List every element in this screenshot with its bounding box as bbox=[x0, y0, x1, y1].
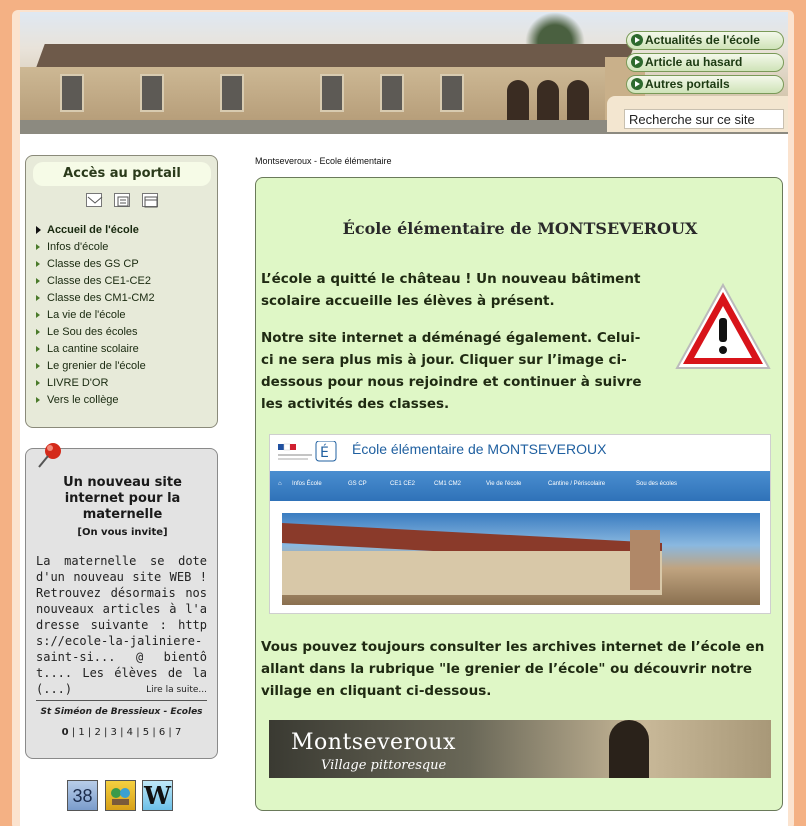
menu-item-infos[interactable]: Infos d'école bbox=[34, 239, 155, 256]
new-site-nav-item: Vie de l'école bbox=[486, 481, 522, 487]
arrow-right-icon bbox=[631, 56, 643, 68]
pushpin-icon bbox=[35, 440, 65, 470]
page-link-5[interactable]: 5 bbox=[142, 727, 150, 738]
new-site-nav-item: Infos École bbox=[292, 481, 322, 487]
other-portals-button[interactable] bbox=[626, 75, 784, 94]
portal-title: Accès au portail bbox=[33, 162, 211, 186]
portal-menu bbox=[34, 222, 155, 409]
header-window bbox=[440, 74, 464, 112]
new-site-home-icon: ⌂ bbox=[278, 481, 282, 487]
header-arch bbox=[507, 80, 529, 124]
print-preview-icon[interactable] bbox=[142, 193, 158, 207]
archive-paragraph: Vous pouvez toujours consulter les archives internet de l’école en allant dans la rubrique "le grenier de l’école" ou découvrir notre village en cliquant ci-dessous. bbox=[261, 639, 765, 699]
mail-icon[interactable] bbox=[86, 193, 102, 207]
arrow-right-icon bbox=[631, 34, 643, 46]
new-site-link-image[interactable] bbox=[269, 434, 771, 614]
badge-w[interactable]: W bbox=[142, 780, 173, 811]
random-article-button-label: Article au hasard bbox=[645, 55, 743, 69]
news-box bbox=[25, 448, 218, 759]
new-site-nav-item: CM1 CM2 bbox=[434, 481, 462, 487]
header-arch bbox=[567, 80, 589, 124]
page-link-0[interactable]: 0 bbox=[61, 727, 69, 738]
village-title: Montseveroux bbox=[291, 730, 456, 755]
new-site-nav-item: GS CP bbox=[348, 481, 367, 487]
breadcrumb: Montseveroux - Ecole élémentaire bbox=[255, 156, 392, 166]
header-window bbox=[60, 74, 84, 112]
news-title[interactable]: Un nouveau site internet pour la maternelle bbox=[63, 475, 182, 522]
print-icon[interactable] bbox=[114, 193, 130, 207]
news-button[interactable] bbox=[626, 31, 784, 50]
random-article-button[interactable] bbox=[626, 53, 784, 72]
village-arch bbox=[609, 720, 649, 778]
page-title: École élémentaire de MONTSEVEROUX bbox=[342, 219, 698, 238]
news-divider bbox=[36, 700, 207, 701]
village-subtitle: Village pittoresque bbox=[321, 758, 447, 773]
badge-38[interactable]: 38 bbox=[67, 780, 98, 811]
menu-item-cm1-cm2[interactable]: Classe des CM1-CM2 bbox=[34, 290, 155, 307]
warning-icon bbox=[674, 282, 772, 372]
svg-text:É: É bbox=[320, 445, 329, 461]
village-link-image[interactable] bbox=[269, 720, 771, 778]
arrow-right-icon bbox=[631, 78, 643, 90]
new-site-nav-item: CE1 CE2 bbox=[390, 481, 416, 487]
new-school-wall bbox=[282, 551, 662, 595]
header-window bbox=[220, 74, 244, 112]
read-more-link[interactable]: Lire la suite... bbox=[146, 685, 207, 695]
header-arch bbox=[537, 80, 559, 124]
new-site-nav-item: Sou des écoles bbox=[636, 481, 678, 487]
search-input[interactable] bbox=[624, 109, 784, 129]
portal-box bbox=[25, 155, 218, 428]
page-link-7[interactable]: 7 bbox=[174, 727, 182, 738]
menu-item-canteen[interactable]: La cantine scolaire bbox=[34, 341, 155, 358]
intro-paragraph: L’école a quitté le château ! Un nouveau bâtiment scolaire accueille les élèves à présent. bbox=[261, 271, 641, 309]
menu-item-school-life[interactable]: La vie de l'école bbox=[34, 307, 155, 324]
main-content-box bbox=[255, 177, 783, 811]
academy-logo-icon bbox=[278, 441, 338, 469]
news-button-label: Actualités de l'école bbox=[645, 33, 760, 47]
page-link-4[interactable]: 4 bbox=[126, 727, 134, 738]
page-link-2[interactable]: 2 bbox=[94, 727, 101, 738]
new-site-nav bbox=[270, 471, 771, 501]
new-site-title: École élémentaire de MONTSEVEROUX bbox=[352, 441, 607, 457]
search-container bbox=[607, 96, 788, 132]
news-text: La maternelle se dote d'un nouveau site WEB ! Retrouvez désormais nos nouveaux articles à l'adresse suivante : https://ecole-la-jaliniere-saint-si... @ bientôt.... Les élèves de la (...) bbox=[36, 554, 207, 696]
new-site-nav-item: Cantine / Périscolaire bbox=[548, 481, 606, 487]
page-link-3[interactable]: 3 bbox=[110, 727, 117, 738]
moved-paragraph: Notre site internet a déménagé également. Celui-ci ne sera plus mis à jour. Cliquer sur l’image ci-dessous pour nous rejoindre et continuer à suivre les activités des classes. bbox=[261, 330, 642, 412]
page-link-1[interactable]: 1 bbox=[78, 727, 85, 738]
news-pagination: 0 | 1 | 2 | 3 | 4 | 5 | 6 | 7 bbox=[61, 727, 182, 738]
page-link-6[interactable]: 6 bbox=[158, 727, 166, 738]
menu-item-attic[interactable]: Le grenier de l'école bbox=[34, 358, 155, 375]
header-window bbox=[140, 74, 164, 112]
menu-item-home[interactable]: Accueil de l'école bbox=[34, 222, 155, 239]
menu-item-college[interactable]: Vers le collège bbox=[34, 392, 155, 409]
menu-item-gs-cp[interactable]: Classe des GS CP bbox=[34, 256, 155, 273]
menu-item-guestbook[interactable]: LIVRE D'OR bbox=[34, 375, 155, 392]
badge-school-icon[interactable] bbox=[105, 780, 136, 811]
news-source[interactable]: St Siméon de Bressieux - Ecoles bbox=[40, 707, 203, 717]
header-window bbox=[380, 74, 404, 112]
menu-item-ce1-ce2[interactable]: Classe des CE1-CE2 bbox=[34, 273, 155, 290]
new-school-tower bbox=[630, 530, 660, 590]
news-subtitle: [On vous invite] bbox=[77, 527, 168, 538]
other-portals-button-label: Autres portails bbox=[645, 77, 730, 91]
header-window bbox=[320, 74, 344, 112]
menu-item-sou[interactable]: Le Sou des écoles bbox=[34, 324, 155, 341]
